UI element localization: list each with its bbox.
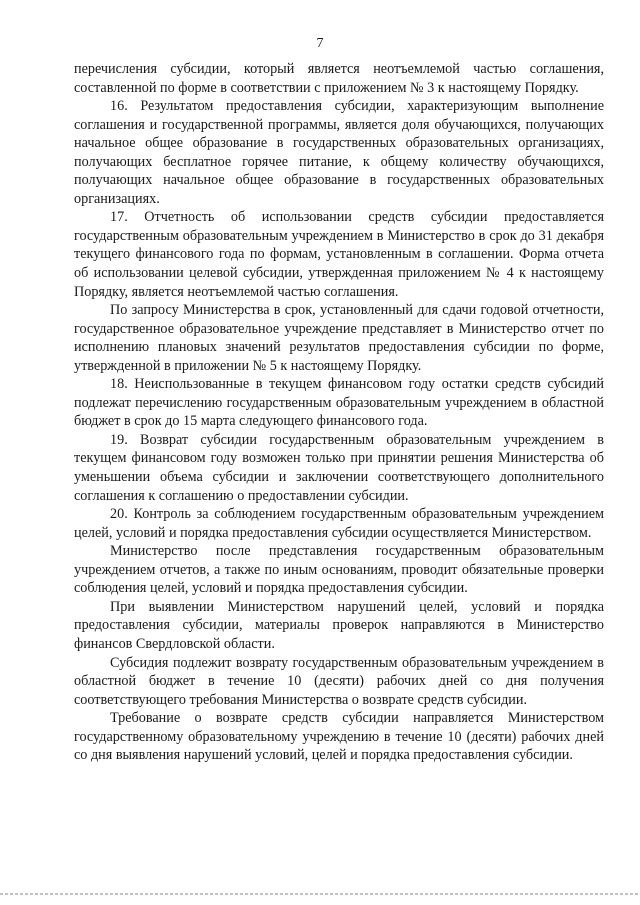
paragraph-20-inspections: Министерство после представления государственным образовательным учреждением отчетов, а также по иным основаниям, проводит обязательные проверки соблюдения целей, условий и порядка предоставления субсидии. <box>74 543 604 597</box>
paragraph-20-refund-demand: Требование о возврате средств субсидии направляется Министерством государственному образовательному учреждению в течение 10 (десяти) рабочих дней со дня выявления нарушений условий, целей и порядка предоставления субсидии. <box>74 710 604 764</box>
paragraph-16: 16. Результатом предоставления субсидии, характеризующим выполнение соглашения и государственной программы, является доля обучающихся, получающих начальное общее образование в государственных образовательных организациях, получающих бесплатное горячее питание, к общему количеству обучающихся, получающих начальное общее образование в государственных образовательных организациях. <box>74 98 604 207</box>
paragraph-18: 18. Неиспользованные в текущем финансовом году остатки средств субсидий подлежат перечислению государственным образовательным учреждением в областной бюджет в срок до 15 марта следующего финансового года. <box>74 376 604 430</box>
scan-bottom-edge <box>0 893 640 895</box>
paragraph-continuation: перечисления субсидии, который является неотъемлемой частью соглашения, составленной по форме в соответствии с приложением № 3 к настоящему Порядку. <box>74 61 604 96</box>
paragraph-20-refund: Субсидия подлежит возврату государственным образовательным учреждением в областной бюджет в течение 10 (десяти) рабочих дней со дня получения соответствующего требования Министерства о возврате средств субсидии. <box>74 654 604 708</box>
paragraph-17: 17. Отчетность об использовании средств субсидии предоставляется государственным образовательным учреждением в Министерство в срок до 31 декабря текущего финансового года по формам, установленным в соглашении. Форма отчета об использовании целевой субсидии, утвержденная приложением № 4 к настоящему Порядку, является неотъемлемой частью соглашения. <box>74 209 604 300</box>
paragraph-20: 20. Контроль за соблюдением государственным образовательным учреждением целей, условий и порядка предоставления субсидии осуществляется Министерством. <box>74 506 604 541</box>
paragraph-20-violations: При выявлении Министерством нарушений целей, условий и порядка предоставления субсидии, материалы проверок направляются в Министерство финансов Свердловской области. <box>74 598 604 652</box>
paragraph-19: 19. Возврат субсидии государственным образовательным учреждением в текущем финансовом году возможен только при принятии решения Министерства об уменьшении объема субсидии и заключении соответствующего дополнительного соглашения к соглашению о предоставлении субсидии. <box>74 431 604 504</box>
paragraph-17-report-request: По запросу Министерства в срок, установленный для сдачи годовой отчетности, государственное образовательное учреждение представляет в Министерство отчет по исполнению плановых значений результатов предоставления субсидии по форме, утвержденной в приложении № 5 к настоящему Порядку. <box>74 302 604 374</box>
page-number: 7 <box>316 36 324 51</box>
document-body <box>74 60 604 765</box>
